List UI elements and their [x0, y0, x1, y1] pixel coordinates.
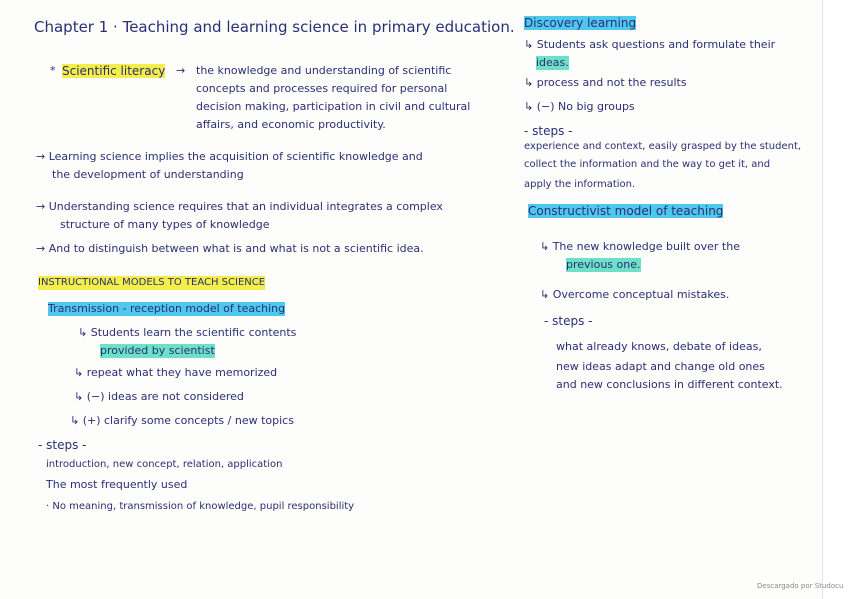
constructivist-heading: Constructivist model of teaching [528, 204, 724, 218]
constructivist-steps-line-1: what already knows, debate of ideas, [556, 340, 762, 353]
discovery-line-1: ↳ Students ask questions and formulate their [524, 38, 776, 51]
literacy-def-line-4: affairs, and economic productivity. [196, 118, 386, 131]
discovery-heading: Discovery learning [524, 16, 637, 30]
transmission-line-3: ↳ repeat what they have memorized [74, 366, 278, 379]
discovery-steps-line-1: experience and context, easily grasped by the student, [524, 141, 802, 152]
discovery-line-4: ↳ (−) No big groups [524, 100, 635, 113]
point-1-line-1: → Learning science implies the acquisition of scientific knowledge and [36, 150, 423, 163]
download-footer: Descargado por Studocu [757, 582, 844, 590]
discovery-line-2: ideas. [536, 56, 569, 69]
point-2-line-1: → Understanding science requires that an individual integrates a complex [36, 200, 443, 213]
models-heading: INSTRUCTIONAL MODELS TO TEACH SCIENCE [38, 277, 266, 288]
literacy-term: Scientific literacy [62, 64, 166, 78]
constructivist-line-2: previous one. [566, 258, 641, 271]
transmission-line-1: ↳ Students learn the scientific contents [78, 326, 297, 339]
literacy-def-line-1: the knowledge and understanding of scientific [196, 64, 452, 77]
literacy-bullet: * [50, 64, 56, 77]
point-1-line-2: the development of understanding [52, 168, 244, 181]
constructivist-steps-heading: - steps - [544, 314, 593, 328]
discovery-line-3: ↳ process and not the results [524, 76, 687, 89]
constructivist-steps-line-2: new ideas adapt and change old ones [556, 360, 765, 373]
constructivist-steps-line-3: and new conclusions in different context. [556, 378, 783, 391]
literacy-def-line-3: decision making, participation in civil and cultural [196, 100, 471, 113]
transmission-heading: Transmission - reception model of teaching [48, 302, 286, 315]
constructivist-line-1: ↳ The new knowledge built over the [540, 240, 740, 253]
left-steps-line-1: introduction, new concept, relation, application [46, 459, 283, 470]
discovery-steps-line-2: collect the information and the way to get it, and [524, 159, 771, 170]
chapter-title: Chapter 1 · Teaching and learning science in primary education. [34, 18, 515, 36]
literacy-def-line-2: concepts and processes required for personal [196, 82, 448, 95]
point-3: → And to distinguish between what is and what is not a scientific idea. [36, 242, 424, 255]
left-steps-line-3: · No meaning, transmission of knowledge, pupil responsibility [46, 501, 355, 512]
literacy-arrow: → [176, 64, 186, 77]
left-steps-line-2: The most frequently used [46, 478, 188, 491]
transmission-line-4: ↳ (−) ideas are not considered [74, 390, 244, 403]
discovery-steps-line-3: apply the information. [524, 179, 636, 190]
transmission-line-2: provided by scientist [100, 344, 215, 357]
constructivist-line-3: ↳ Overcome conceptual mistakes. [540, 288, 730, 301]
transmission-line-5: ↳ (+) clarify some concepts / new topics [70, 414, 294, 427]
point-2-line-2: structure of many types of knowledge [60, 218, 270, 231]
left-steps-heading: - steps - [38, 438, 87, 452]
discovery-steps-heading: - steps - [524, 124, 573, 138]
